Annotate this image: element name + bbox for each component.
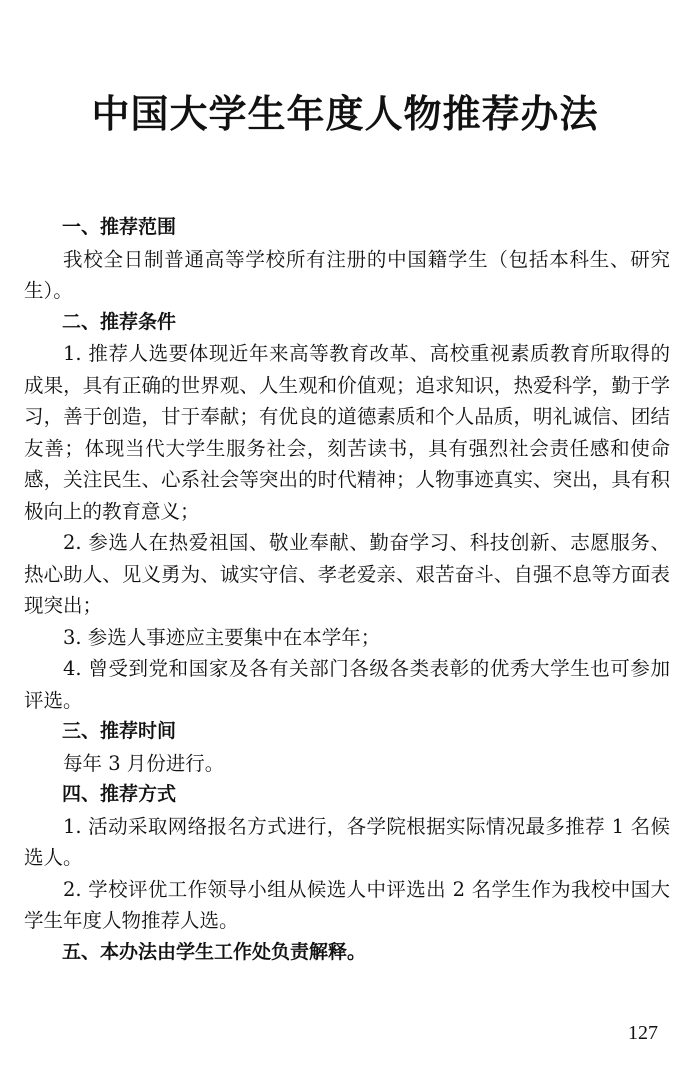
section-heading-scope: 一、推荐范围 xyxy=(62,216,177,238)
document-title: 中国大学生年度人物推荐办法 xyxy=(91,91,599,136)
page-number: 127 xyxy=(628,1022,658,1044)
paragraph: 2. 学校评优工作领导小组从候选人中评选出 2 名学生作为我校中国大学生年度人物推荐人选。 xyxy=(24,877,670,932)
section-heading-conditions: 二、推荐条件 xyxy=(62,310,177,333)
paragraph: 我校全日制普通高等学校所有注册的中国籍学生（包括本科生、研究生）。 xyxy=(24,247,670,302)
section-heading-method: 四、推荐方式 xyxy=(62,783,177,805)
section-heading-time: 三、推荐时间 xyxy=(62,720,177,742)
document-body xyxy=(24,212,670,968)
section-heading-interpretation: 五、本办法由学生工作处负责解释。 xyxy=(62,940,367,963)
paragraph: 3. 参选人事迹应主要集中在本学年； xyxy=(63,625,381,649)
paragraph: 每年 3 月份进行。 xyxy=(63,751,225,775)
paragraph: 1. 活动采取网络报名方式进行，各学院根据实际情况最多推荐 1 名候选人。 xyxy=(24,814,670,869)
paragraph: 2. 参选人在热爱祖国、敬业奉献、勤奋学习、科技创新、志愿服务、热心助人、见义勇为、诚实守信、孝老爱亲、艰苦奋斗、自强不息等方面表现突出； xyxy=(24,531,670,617)
paragraph: 4. 曾受到党和国家及各有关部门各级各类表彰的优秀大学生也可参加评选。 xyxy=(24,657,670,712)
paragraph: 1. 推荐人选要体现近年来高等教育改革、高校重视素质教育所取得的成果，具有正确的世界观、人生观和价值观；追求知识，热爱科学，勤于学习，善于创造，甘于奉献；有优良的道德素质和个人品质，明礼诚信、团结友善；体现当代大学生服务社会，刻苦读书，具有强烈社会责任感和使命感，关注民生、心系社会等突出的时代精神；人物事迹真实、突出，具有积极向上的教育意义； xyxy=(24,342,670,523)
